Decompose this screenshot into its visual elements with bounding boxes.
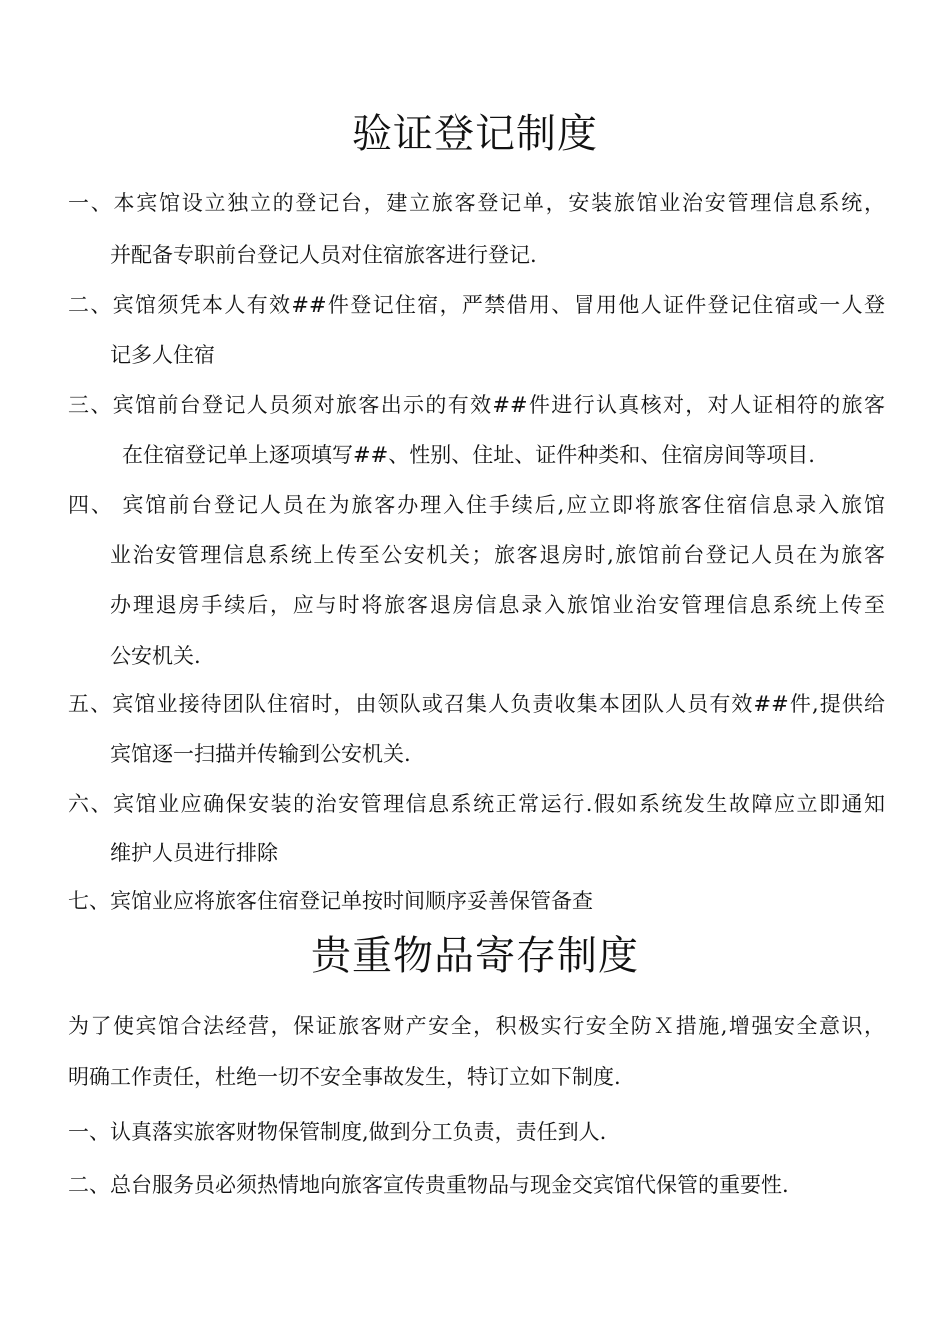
valuables-rule-2: 二、总台服务员必须热情地向旅客宣传贵重物品与现金交宾馆代保管的重要性. [68, 1173, 789, 1197]
rule-6-line-1: 六、宾馆业应确保安装的治安管理信息系统正常运行.假如系统发生故障应立即通知 [68, 792, 885, 816]
section-title-valuables: 贵重物品寄存制度 [311, 933, 639, 979]
rule-4-line-1: 四、 宾馆前台登记人员在为旅客办理入住手续后,应立即将旅客住宿信息录入旅馆 [68, 493, 885, 517]
rule-1-line-1: 一、本宾馆设立独立的登记台，建立旅客登记单，安装旅馆业治安管理信息系统， [68, 191, 885, 215]
rule-6-line-2: 维护人员进行排除 [110, 841, 278, 865]
rule-3-line-2: 在住宿登记单上逐项填写##、性别、住址、证件种类和、住宿房间等项目. [122, 443, 815, 467]
valuables-intro-line-1: 为了使宾馆合法经营，保证旅客财产安全，积极实行安全防Ｘ措施,增强安全意识， [68, 1014, 885, 1038]
rule-2-line-2: 记多人住宿 [110, 343, 215, 367]
valuables-intro-line-2: 明确工作责任，杜绝一切不安全事故发生，特订立如下制度. [68, 1065, 621, 1089]
rule-4-line-4: 公安机关. [110, 644, 201, 668]
rule-5-line-2: 宾馆逐一扫描并传输到公安机关. [110, 742, 411, 766]
rule-3-line-1: 三、宾馆前台登记人员须对旅客出示的有效##件进行认真核对，对人证相符的旅客 [68, 393, 885, 417]
rule-7-line-1: 七、宾馆业应将旅客住宿登记单按时间顺序妥善保管备查 [68, 889, 593, 913]
rule-2-line-1: 二、宾馆须凭本人有效##件登记住宿，严禁借用、冒用他人证件登记住宿或一人登 [68, 293, 885, 317]
rule-5-line-1: 五、宾馆业接待团队住宿时，由领队或召集人负责收集本团队人员有效##件,提供给 [68, 692, 885, 716]
rule-1-line-2: 并配备专职前台登记人员对住宿旅客进行登记. [110, 243, 537, 267]
rule-4-line-2: 业治安管理信息系统上传至公安机关；旅客退房时,旅馆前台登记人员在为旅客 [110, 543, 885, 567]
valuables-rule-1: 一、认真落实旅客财物保管制度,做到分工负责，责任到人. [68, 1120, 607, 1144]
section-title-registration: 验证登记制度 [352, 111, 598, 157]
rule-4-line-3: 办理退房手续后，应与时将旅客退房信息录入旅馆业治安管理信息系统上传至 [110, 593, 885, 617]
